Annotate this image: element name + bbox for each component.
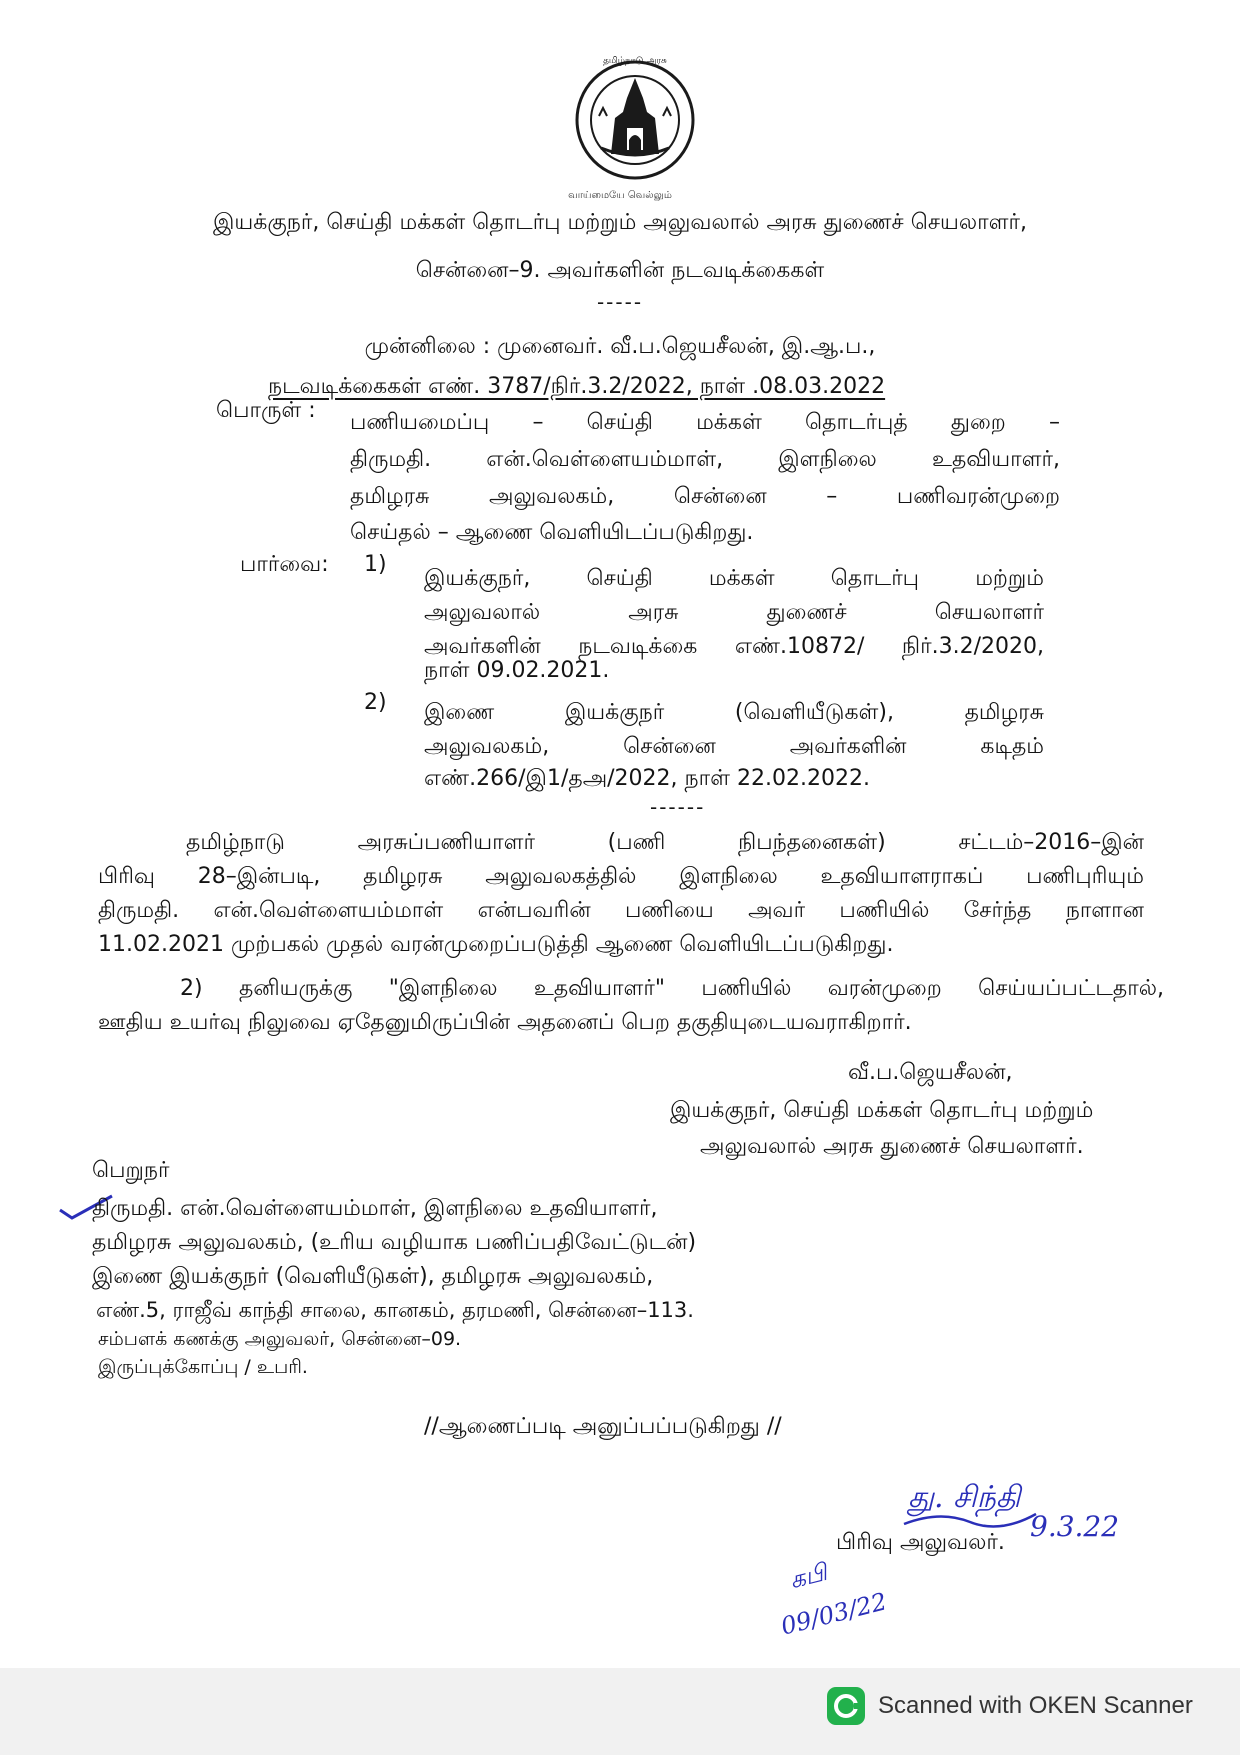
reference-line: அலுவலால் அரசு துணைச் செயலாளர் xyxy=(424,600,1044,625)
emblem-arc-text: தமிழ்நாடு அரசு xyxy=(603,56,667,66)
body-paragraph-line: தமிழ்நாடு அரசுப்பணியாளர் (பணி நிபந்தனைகள்) சட்டம்–2016–இன் xyxy=(186,830,1144,855)
section-officer-title: பிரிவு அலுவலர். xyxy=(836,1530,1005,1555)
reference-number: 1) xyxy=(364,552,387,577)
recipient-line: தமிழரசு அலுவலகம், (உரிய வழியாக பணிப்பதிவேட்டுடன்) xyxy=(92,1230,697,1255)
body-paragraph-line: ஊதிய உயர்வு நிலுவை ஏதேனுமிருப்பின் அதனைப் பெற தகுதியுடையவராகிறார். xyxy=(98,1010,912,1035)
reference-line: நாள் 09.02.2021. xyxy=(424,658,610,683)
reference-line: இயக்குநர், செய்தி மக்கள் தொடர்பு மற்றும் xyxy=(424,566,1044,591)
handwritten-signature: து. சிந்தி xyxy=(908,1480,1021,1515)
reference-line: எண்.266/இ1/தஅ/2022, நாள் 22.02.2022. xyxy=(424,766,870,791)
reference-label: பார்வை: xyxy=(240,552,329,577)
recipient-line: இணை இயக்குநர் (வெளியீடுகள்), தமிழரசு அலுவலகம், xyxy=(92,1264,654,1289)
recipient-line: திருமதி. என்.வெள்ளையம்மாள், இளநிலை உதவியாளர், xyxy=(92,1196,658,1221)
handwritten-initials-date: 09/03/22 xyxy=(778,1587,890,1641)
reference-line: அலுவலகம், சென்னை அவர்களின் கடிதம் xyxy=(424,734,1044,759)
recipient-line: சம்பளக் கணக்கு அலுவலர், சென்னை–09. xyxy=(98,1328,462,1350)
subject-line: திருமதி. என்.வெள்ளையம்மாள், இளநிலை உதவியாளர், xyxy=(350,447,1060,472)
signatory-name: வீ.ப.ஜெயசீலன், xyxy=(848,1060,1013,1085)
header-line-2: சென்னை–9. அவர்களின் நடவடிக்கைகள் xyxy=(415,258,825,283)
emblem-motto: வாய்மையே வெல்லும் xyxy=(568,190,672,201)
presence-line: முன்னிலை : முனைவர். வீ.ப.ஜெயசீலன், இ.ஆ.ப., xyxy=(364,334,876,359)
subject-line: தமிழரசு அலுவலகம், சென்னை – பணிவரன்முறை xyxy=(350,484,1060,509)
body-paragraph-line: பிரிவு 28–இன்படி, தமிழரசு அலுவலகத்தில் இளநிலை உதவியாளராகப் பணிபுரியும் xyxy=(98,864,1144,889)
signatory-title: அலுவலால் அரசு துணைச் செயலாளர். xyxy=(700,1134,1084,1159)
reference-separator: ------ xyxy=(650,795,706,819)
temple-emblem-icon xyxy=(571,58,699,184)
reference-line: அவர்களின் நடவடிக்கை எண்.10872/ நிர்.3.2/2020, xyxy=(424,634,1044,659)
subject-line: செய்தல் – ஆணை வெளியிடப்படுகிறது. xyxy=(350,520,754,545)
reference-line: இணை இயக்குநர் (வெளியீடுகள்), தமிழரசு xyxy=(424,700,1044,725)
body-paragraph-line: 2) தனியருக்கு "இளநிலை உதவியாளர்" பணியில் வரன்முறை செய்யப்பட்டதால், xyxy=(180,976,1164,1001)
scanner-watermark xyxy=(826,1686,1193,1726)
header-line-1: இயக்குநர், செய்தி மக்கள் தொடர்பு மற்றும் அலுவலால் அரசு துணைச் செயலாளர், xyxy=(213,210,1027,235)
subject-label: பொருள் : xyxy=(216,398,316,423)
scanner-watermark-text: Scanned with OKEN Scanner xyxy=(878,1692,1193,1719)
handwritten-date: 9.3.22 xyxy=(1030,1510,1120,1543)
forwarded-by-order: //ஆணைப்படி அனுப்பப்படுகிறது // xyxy=(424,1414,782,1439)
reference-number: 2) xyxy=(364,690,387,715)
header-separator: ----- xyxy=(596,290,644,314)
oken-scanner-logo-icon xyxy=(826,1686,866,1726)
body-paragraph-line: 11.02.2021 முற்பகல் முதல் வரன்முறைப்படுத்தி ஆணை வெளியிடப்படுகிறது. xyxy=(98,932,894,957)
proceedings-number: நடவடிக்கைகள் எண். 3787/நிர்.3.2/2022, நாள் .08.03.2022 xyxy=(268,374,886,399)
recipient-line: எண்.5, ராஜீவ் காந்தி சாலை, கானகம், தரமணி, சென்னை–113. xyxy=(96,1298,694,1322)
recipients-label: பெறுநர் xyxy=(92,1158,170,1183)
subject-line: பணியமைப்பு – செய்தி மக்கள் தொடர்புத் துறை – xyxy=(350,410,1060,435)
state-emblem xyxy=(571,58,699,184)
signatory-title: இயக்குநர், செய்தி மக்கள் தொடர்பு மற்றும் xyxy=(670,1098,1094,1123)
recipient-line: இருப்புக்கோப்பு / உபரி. xyxy=(98,1356,308,1378)
body-paragraph-line: திருமதி. என்.வெள்ளையம்மாள் என்பவரின் பணியை அவர் பணியில் சேர்ந்த நாளான xyxy=(98,898,1144,923)
handwritten-initials: கபி xyxy=(786,1557,830,1595)
